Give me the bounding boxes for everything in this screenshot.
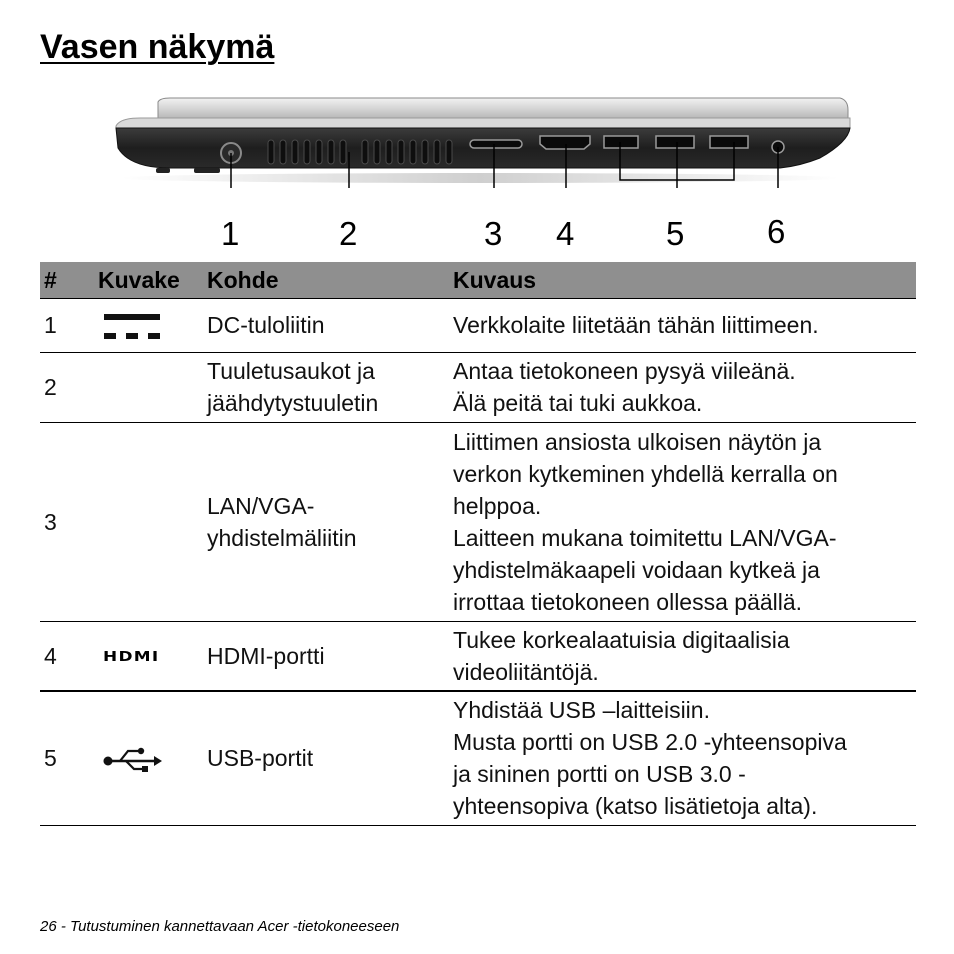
header-icon: Kuvake (98, 262, 207, 298)
row-icon-cell (98, 298, 207, 352)
row-item: HDMI-portti (207, 621, 453, 691)
callout-2: 2 (339, 215, 358, 252)
table-row (40, 298, 916, 352)
laptop-lid (158, 98, 848, 118)
callout-1: 1 (221, 215, 240, 252)
usb-port (604, 136, 638, 148)
row-item: LAN/VGA- yhdistelmäliitin (207, 422, 453, 621)
callout-3: 3 (484, 215, 503, 252)
hdmi-icon: HDMI (103, 650, 160, 666)
port-spec-table (40, 262, 916, 826)
row-number: 2 (40, 352, 98, 422)
row-number: 1 (40, 298, 98, 352)
row-description: Tukee korkealaatuisia digitaalisia videoliitäntöjä. (453, 621, 916, 691)
laptop-foot (194, 168, 220, 173)
row-icon-cell (98, 422, 207, 621)
row-item: DC-tuloliitin (207, 298, 453, 352)
row-description: Yhdistää USB –laitteisiin. Musta portti on USB 2.0 -yhteensopiva ja sininen portti on USB 3.0 - yhteensopiva (katso lisätietoja alta). (453, 691, 916, 825)
callout-6: 6 (767, 213, 786, 250)
hdmi-port (540, 136, 590, 149)
row-item: Tuuletusaukot ja jäähdytystuuletin (207, 352, 453, 422)
floor-shadow (120, 173, 840, 183)
page-footer: 26 - Tutustuminen kannettavaan Acer -tietokoneeseen (40, 918, 400, 935)
usb-port (710, 136, 748, 148)
header-description: Kuvaus (453, 262, 916, 298)
header-item: Kohde (207, 262, 453, 298)
row-number: 3 (40, 422, 98, 621)
header-number: # (40, 262, 98, 298)
usb-icon (102, 742, 164, 774)
row-item: USB-portit (207, 691, 453, 825)
row-description: Antaa tietokoneen pysyä viileänä. Älä peitä tai tuki aukkoa. (453, 352, 916, 422)
row-icon-cell (98, 691, 207, 825)
laptop-left-side-illustration (100, 92, 860, 188)
table-row (40, 621, 916, 691)
dc-power-icon (102, 305, 162, 345)
row-icon-cell (98, 621, 207, 691)
callout-4: 4 (556, 215, 575, 252)
page-title: Vasen näkymä (40, 28, 275, 66)
laptop-foot (156, 168, 170, 173)
lan-vga-port (470, 140, 522, 148)
table-row (40, 691, 916, 825)
row-icon-cell (98, 352, 207, 422)
callout-5: 5 (666, 215, 685, 252)
table-row (40, 352, 916, 422)
row-description: Verkkolaite liitetään tähän liittimeen. (453, 298, 916, 352)
table-header-row (40, 262, 916, 298)
table-row (40, 422, 916, 621)
row-number: 4 (40, 621, 98, 691)
row-number: 5 (40, 691, 98, 825)
row-description: Liittimen ansiosta ulkoisen näytön ja verkon kytkeminen yhdellä kerralla on helppoa. Laitteen mukana toimitettu LAN/VGA- yhdistelmäkaapeli voidaan kytkeä ja irrottaa tietokoneen ollessa päällä. (453, 422, 916, 621)
usb-port (656, 136, 694, 148)
laptop-trim (116, 118, 850, 128)
